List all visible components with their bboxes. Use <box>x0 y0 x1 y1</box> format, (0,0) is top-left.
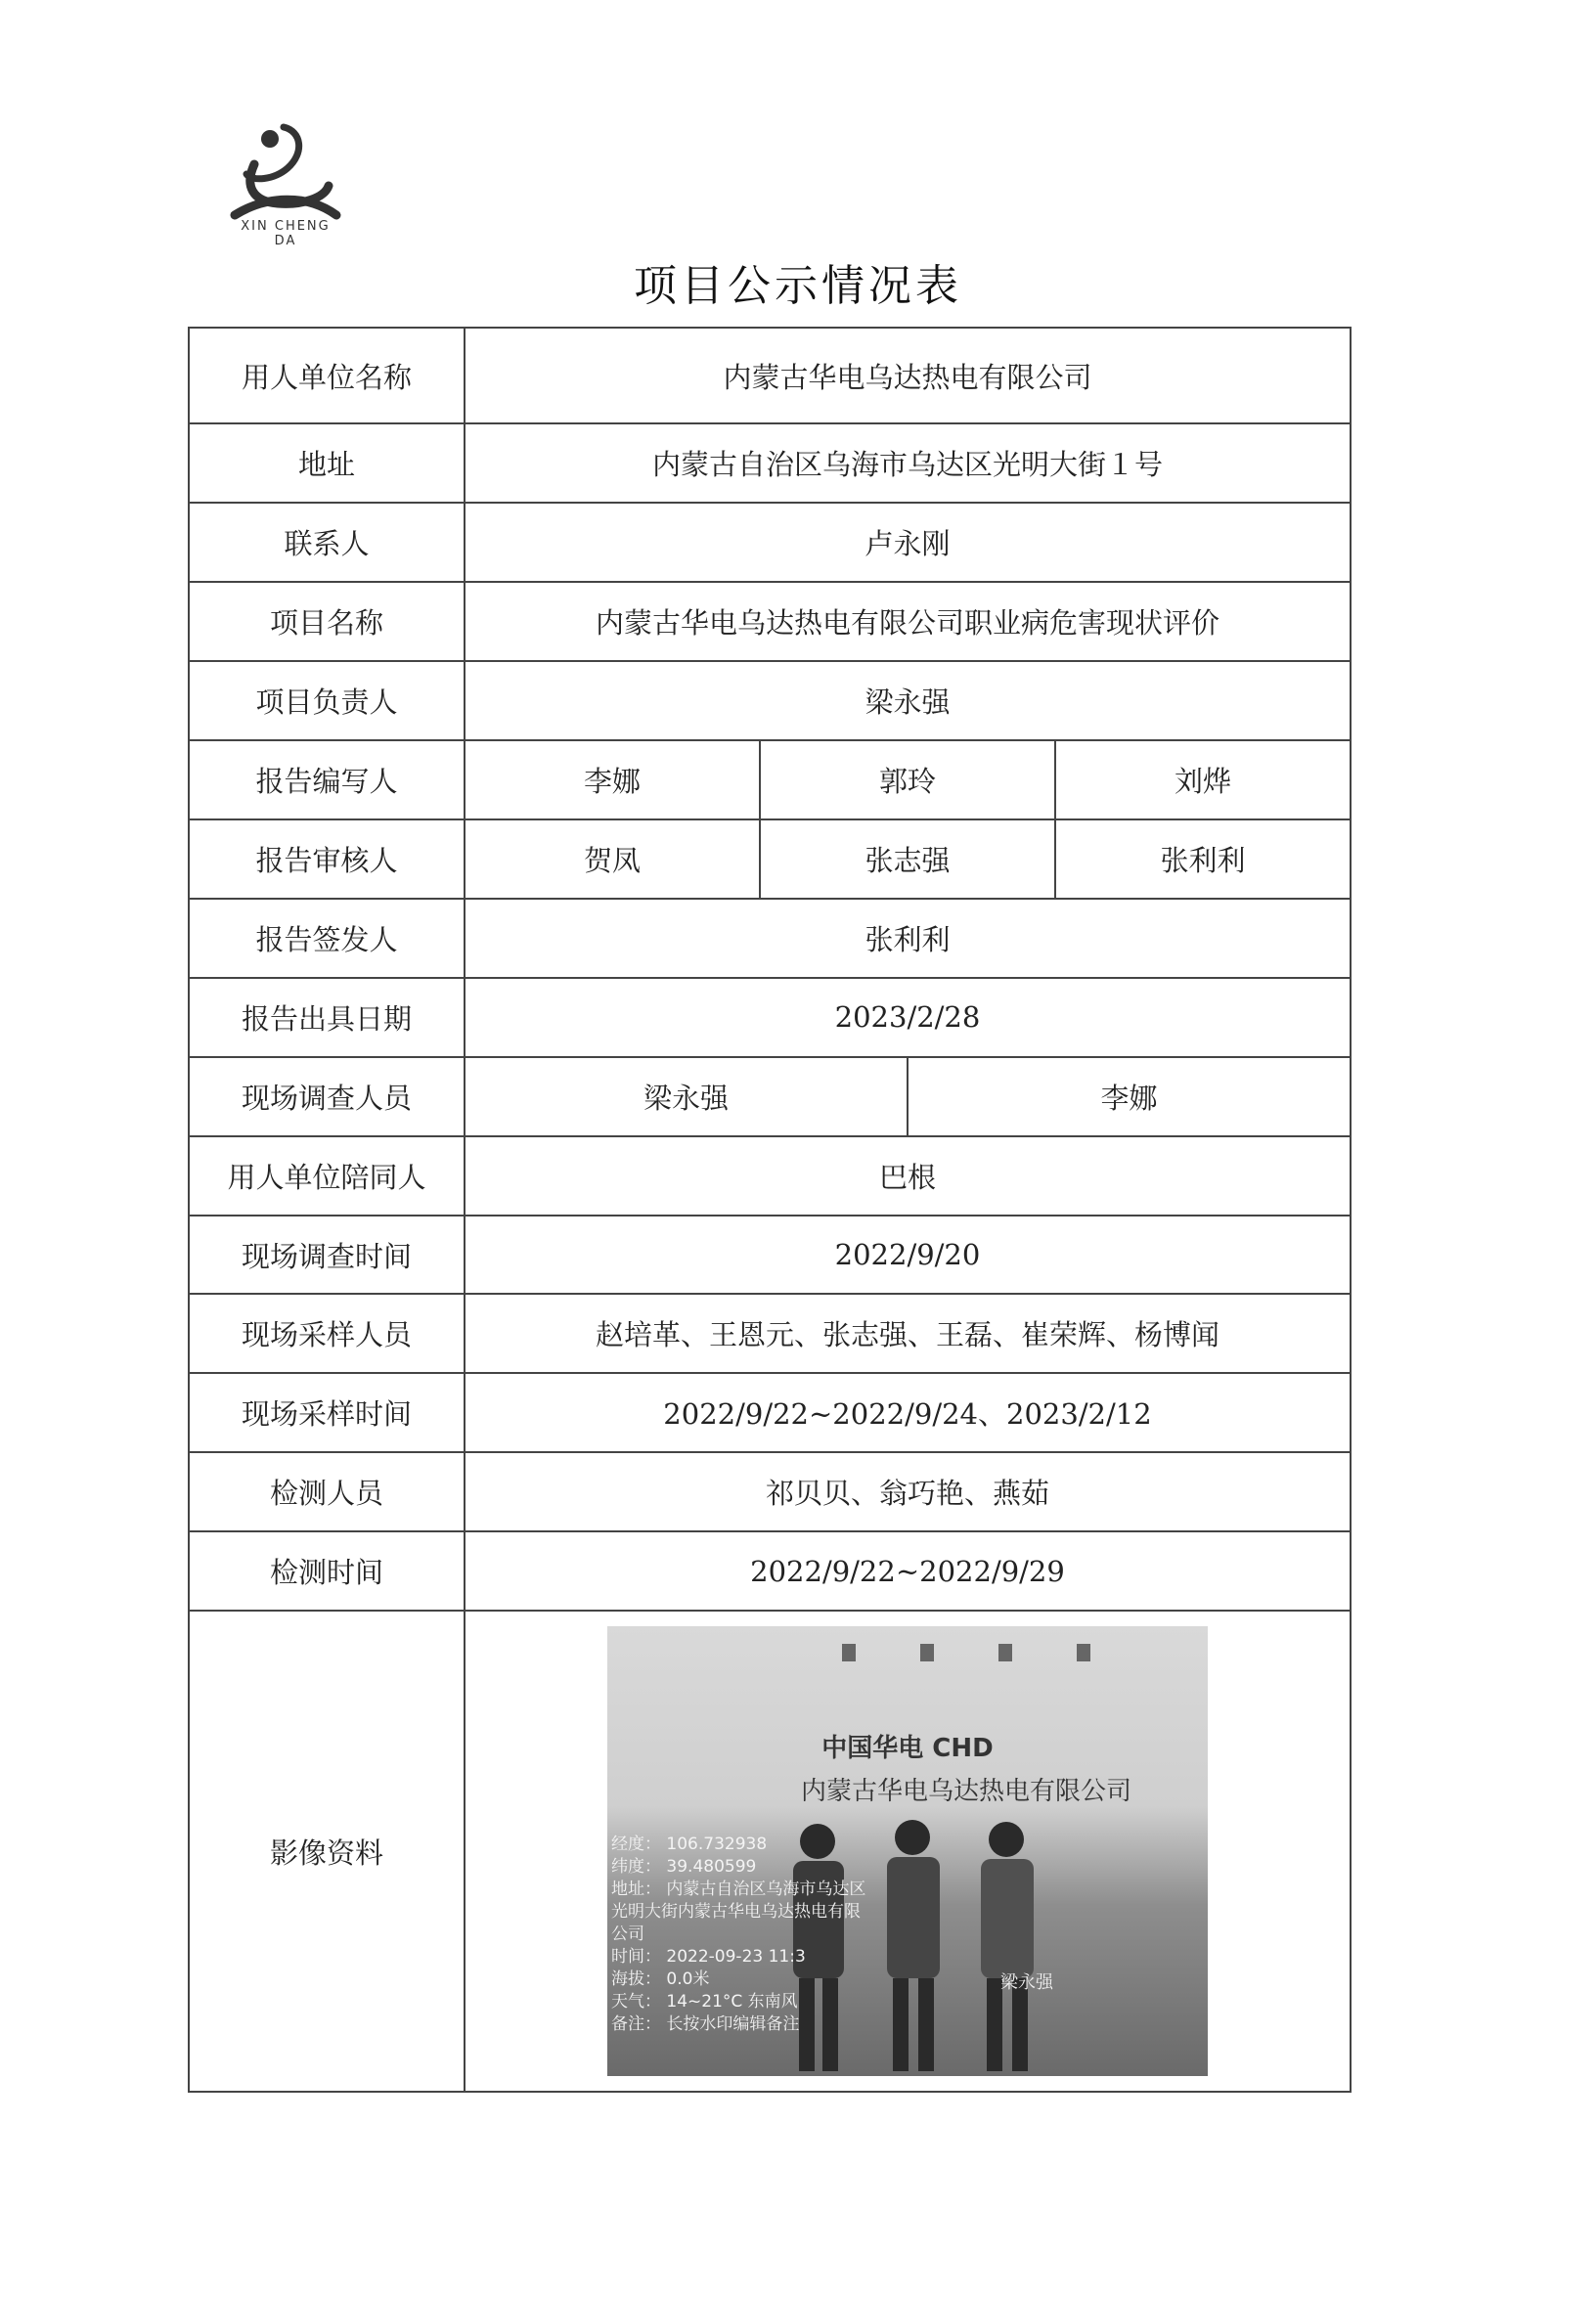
employer-escort-value: 巴根 <box>465 1136 1351 1216</box>
address-value: 内蒙古自治区乌海市乌达区光明大街１号 <box>465 423 1351 503</box>
row-site-sampling-time <box>189 1373 1351 1452</box>
report-issuer-label: 报告签发人 <box>189 899 465 978</box>
site-investigation-time-value: 2022/9/20 <box>465 1216 1351 1295</box>
report-reviewer-1: 贺凤 <box>465 819 760 899</box>
site-investigation-time-label: 现场调查时间 <box>189 1216 465 1295</box>
watermark-line: 纬度： 39.480599 <box>611 1857 757 1878</box>
watermark-line: 时间： 2022-09-23 11:3 <box>611 1947 806 1968</box>
report-date-value: 2023/2/28 <box>465 978 1351 1057</box>
project-leader-label: 项目负责人 <box>189 661 465 740</box>
testing-time-label: 检测时间 <box>189 1531 465 1611</box>
row-site-samplers <box>189 1294 1351 1373</box>
report-writer-1: 李娜 <box>465 740 760 819</box>
row-site-investigators <box>189 1057 1351 1136</box>
watermark-line: 公司 <box>611 1924 644 1945</box>
watermark-line: 海拔： 0.0米 <box>611 1969 710 1990</box>
employer-label: 用人单位名称 <box>189 328 465 423</box>
ceiling-lights-icon <box>842 1634 1155 1673</box>
photo-company-sign: 内蒙古华电乌达热电有限公司 <box>800 1777 1131 1807</box>
employer-escort-label: 用人单位陪同人 <box>189 1136 465 1216</box>
images-label: 影像资料 <box>189 1611 465 2092</box>
project-info-table <box>188 327 1352 2093</box>
site-sampling-time-value: 2022/9/22~2022/9/24、2023/2/12 <box>465 1373 1351 1452</box>
site-investigator-1: 梁永强 <box>465 1057 908 1136</box>
row-report-reviewers <box>189 819 1351 899</box>
report-date-label: 报告出具日期 <box>189 978 465 1057</box>
images-cell <box>465 1611 1351 2092</box>
site-photo <box>607 1626 1208 2076</box>
report-writer-3: 刘烨 <box>1055 740 1351 819</box>
row-project-name <box>189 582 1351 661</box>
watermark-line: 地址： 内蒙古自治区乌海市乌达区 <box>611 1880 866 1900</box>
report-writer-2: 郭玲 <box>760 740 1055 819</box>
row-contact <box>189 503 1351 582</box>
row-project-leader <box>189 661 1351 740</box>
photo-person-label: 梁永强 <box>1000 1972 1053 1994</box>
report-reviewer-2: 张志强 <box>760 819 1055 899</box>
contact-value: 卢永刚 <box>465 503 1351 582</box>
row-employer <box>189 328 1351 423</box>
site-samplers-value: 赵培革、王恩元、张志强、王磊、崔荣辉、杨博闻 <box>465 1294 1351 1373</box>
watermark-line: 天气： 14~21°C 东南风 <box>611 1992 798 2012</box>
watermark-line: 备注： 长按水印编辑备注 <box>611 2014 800 2035</box>
xin-cheng-da-logo-icon <box>227 117 344 235</box>
report-writers-label: 报告编写人 <box>189 740 465 819</box>
site-samplers-label: 现场采样人员 <box>189 1294 465 1373</box>
project-name-label: 项目名称 <box>189 582 465 661</box>
site-sampling-time-label: 现场采样时间 <box>189 1373 465 1452</box>
row-employer-escort <box>189 1136 1351 1216</box>
logo-text: XIN CHENG DA <box>241 219 331 248</box>
site-investigators-label: 现场调查人员 <box>189 1057 465 1136</box>
row-testers <box>189 1452 1351 1531</box>
page-title: 项目公示情况表 <box>634 261 962 311</box>
testers-label: 检测人员 <box>189 1452 465 1531</box>
row-address <box>189 423 1351 503</box>
report-issuer-value: 张利利 <box>465 899 1351 978</box>
watermark-line: 光明大街内蒙古华电乌达热电有限 <box>611 1902 861 1923</box>
report-reviewers-label: 报告审核人 <box>189 819 465 899</box>
row-testing-time <box>189 1531 1351 1611</box>
testing-time-value: 2022/9/22~2022/9/29 <box>465 1531 1351 1611</box>
address-label: 地址 <box>189 423 465 503</box>
project-name-value: 内蒙古华电乌达热电有限公司职业病危害现状评价 <box>465 582 1351 661</box>
watermark-line: 经度： 106.732938 <box>611 1835 768 1855</box>
contact-label: 联系人 <box>189 503 465 582</box>
testers-value: 祁贝贝、翁巧艳、燕茹 <box>465 1452 1351 1531</box>
row-report-issuer <box>189 899 1351 978</box>
photo-watermark <box>611 1834 924 2036</box>
row-site-investigation-time <box>189 1216 1351 1295</box>
employer-value: 内蒙古华电乌达热电有限公司 <box>465 328 1351 423</box>
site-investigator-2: 李娜 <box>908 1057 1351 1136</box>
report-reviewer-3: 张利利 <box>1055 819 1351 899</box>
photo-brand-sign: 中国华电 CHD <box>821 1734 994 1764</box>
row-report-date <box>189 978 1351 1057</box>
row-report-writers <box>189 740 1351 819</box>
row-images <box>189 1611 1351 2092</box>
project-leader-value: 梁永强 <box>465 661 1351 740</box>
